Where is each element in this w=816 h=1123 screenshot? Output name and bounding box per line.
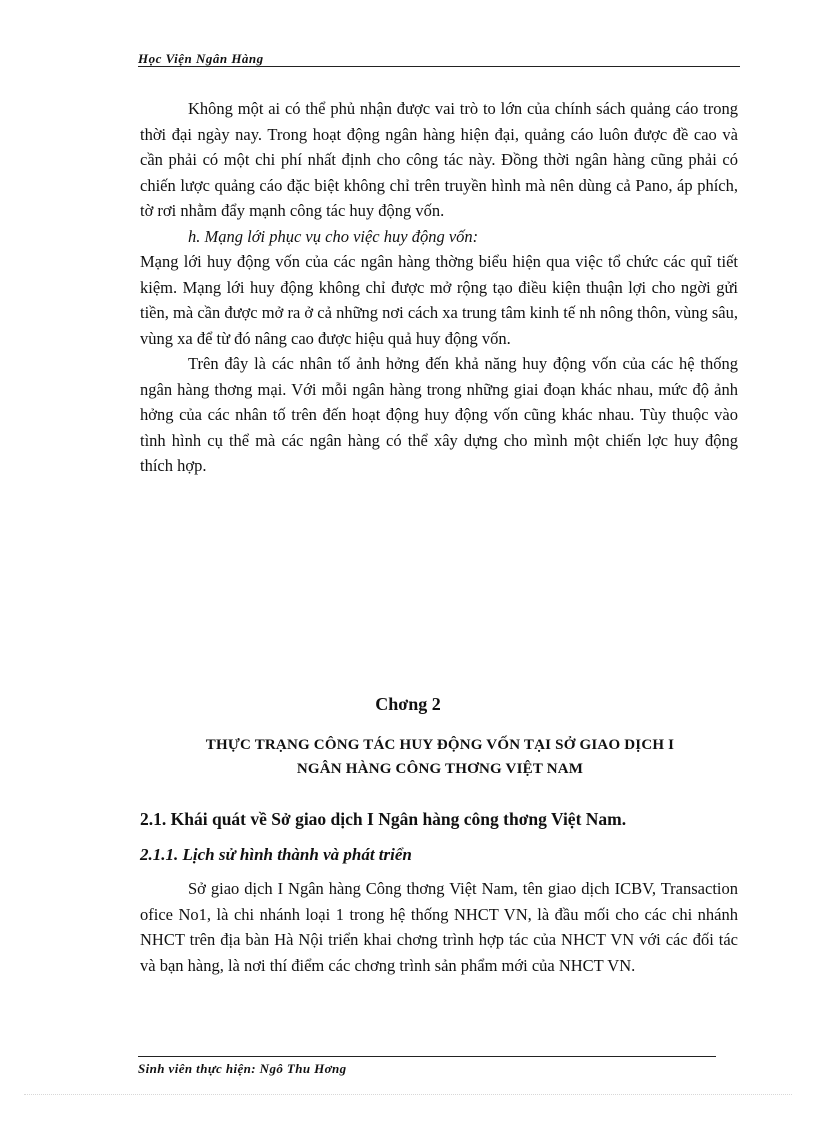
subheading-h: h. Mạng lới phục vụ cho việc huy động vốn: (188, 226, 479, 246)
history-paragraph: Sở giao dịch I Ngân hàng Công thơng Việt Nam, tên giao dịch ICBV, Transaction ofice No1, là chi nhánh loại 1 trong hệ thống NHCT VN, là đầu mối cho các chi nhánh NHCT trên địa bàn Hà Nội triển khai chơng trình hợp tác của NHCT VN với các đối tác và bạn hàng, là nơi thí điểm các chơng trình sản phẩm mới của NHCT VN. (140, 879, 738, 975)
header-text: Học Viện Ngân Hàng (138, 51, 264, 66)
footer-rule (138, 1056, 716, 1057)
section-2-1-heading: 2.1. Khái quát về Sở giao dịch I Ngân hàng công thơng Việt Nam. (140, 809, 627, 829)
intro-section (140, 96, 738, 479)
summary-paragraph: Trên đây là các nhân tố ảnh hởng đến khả năng huy động vốn của các hệ thống ngân hàng thơng mại. Với mỗi ngân hàng trong những giai đoạn khác nhau, mức độ ảnh hởng của các nhân tố trên đến hoạt động huy động vốn cũng khác nhau. Tùy thuộc vào tình hình cụ thể mà các ngân hàng có thể xây dựng cho mình một chiến lợc huy động thích hợp. (140, 354, 738, 475)
chapter-title-line-2: NGÂN HÀNG CÔNG THƠNG VIỆT NAM (296, 761, 584, 777)
intro-paragraph: Không một ai có thể phủ nhận được vai trò to lớn của chính sách quảng cáo trong thời đại ngày nay. Trong hoạt động ngân hàng hiện đại, quảng cáo luôn được đề cao và cần phải có một chi phí nhất định cho công tác này. Đồng thời ngân hàng cũng phải có chiến lược quảng cáo đặc biệt không chỉ trên truyền hình mà nên dùng cả Pano, áp phích, tờ rơi nhằm đẩy mạnh công tác huy động vốn. (140, 99, 738, 220)
page-header (138, 50, 740, 67)
section-2-1-1-heading: 2.1.1. Lịch sử hình thành và phát triển (140, 845, 412, 864)
chapter-title-line-1: THỰC TRẠNG CÔNG TÁC HUY ĐỘNG VỐN TẠI SỞ GIAO DỊCH I (205, 737, 675, 753)
page-bottom-border (24, 1094, 792, 1095)
chapter-heading: Chơng 2 (375, 694, 441, 714)
chapter-title (150, 733, 730, 781)
footer-text: Sinh viên thực hiện: Ngô Thu Hơng (138, 1061, 347, 1076)
network-paragraph: Mạng lới huy động vốn của các ngân hàng thờng biểu hiện qua việc tổ chức các quĩ tiết kiệm. Mạng lới huy động không chỉ được mở rộng tạo điều kiện thuận lợi cho ngời gửi tiền, mà cần được mở ra ở cả những nơi cách xa trung tâm kinh tế nh nông thôn, vùng sâu, vùng xa để từ đó nâng cao được hiệu quả huy động vốn. (140, 252, 738, 348)
history-section (140, 876, 738, 978)
